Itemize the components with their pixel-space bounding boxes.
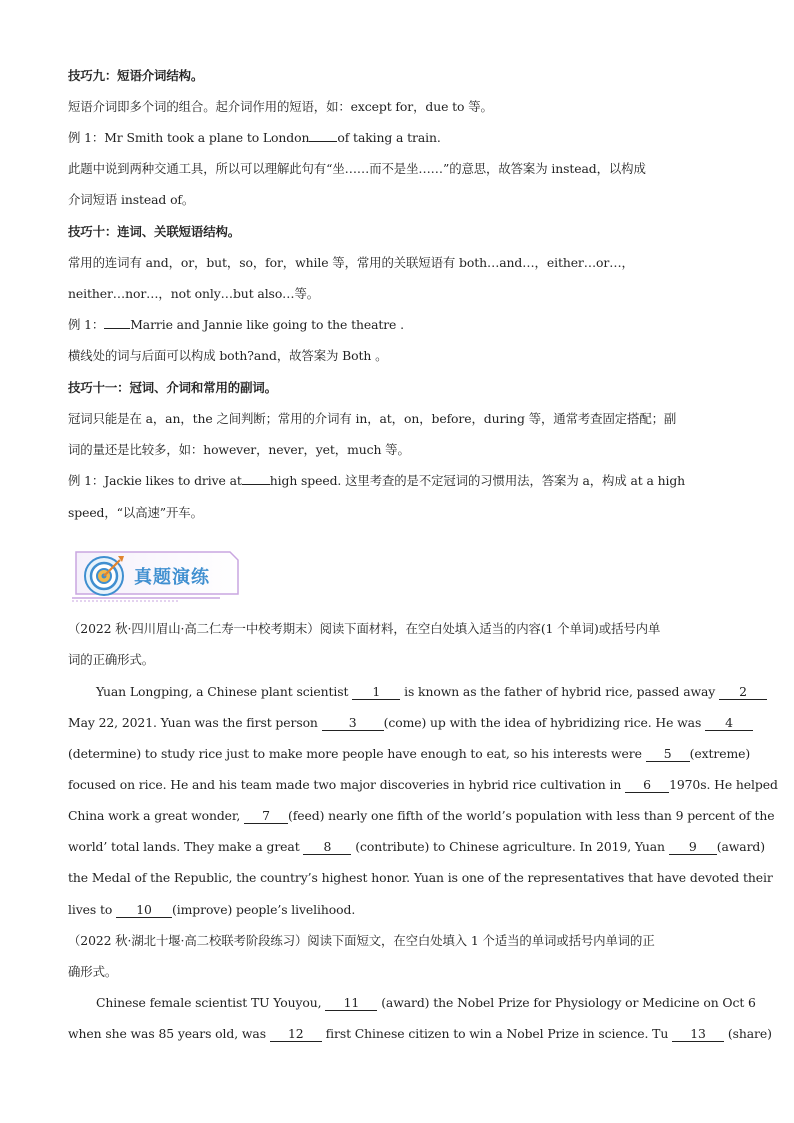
passage-text: (share) [724,1026,772,1041]
passage1-line [68,713,733,733]
passage1-line: the Medal of the Republic, the country’s highest honor. Yuan is one of the representatives that have devoted their [68,870,773,885]
answer-blank [104,328,130,329]
blank-5: 5 [646,747,690,762]
tip9-example-text: 例 1：Mr Smith took a plane to London [68,130,310,145]
tip11-example-text: 例 1：Jackie likes to drive at [68,473,242,488]
banner-title: 真题演练 [134,567,210,588]
tip9-example [68,128,728,148]
passage-text: (determine) to study rice just to make more people have enough to eat, so his interests were [68,746,646,761]
passage-text: (feed) nearly one fifth of the world’s population with less than 9 percent of the [288,808,775,823]
blank-2: 2 [719,685,767,700]
passage1-source: （2022 秋·四川眉山·高二仁寿一中校考期末）阅读下面材料，在空白处填入适当的内容(1 个单词)或括号内单 [68,621,661,636]
passage1-source: 词的正确形式。 [68,652,155,667]
tip10-explanation: 横线处的词与后面可以构成 both?and，故答案为 Both 。 [68,348,388,363]
tip11-example: speed，“以高速”开车。 [68,505,203,520]
passage-text: China work a great wonder, [68,808,245,823]
passage1-line [68,775,778,795]
blank-6: 6 [625,778,669,793]
passage-text: (improve) people’s livelihood. [172,902,356,917]
tip9-desc: 短语介词即多个词的组合。起介词作用的短语，如：except for，due to 等。 [68,99,493,114]
passage-text: May 22, 2021. Yuan was the first person [68,715,322,730]
tip9-explanation: 介词短语 instead of。 [68,192,195,207]
tip10-desc: 常用的连词有 and，or，but，so，for，while 等，常用的关联短语有 both…and…，either…or…， [68,255,634,270]
passage-text: first Chinese citizen to win a Nobel Prize in science. Tu [321,1026,673,1041]
blank-9: 9 [669,840,717,855]
blank-13: 13 [672,1027,724,1042]
passage-text: lives to [68,902,117,917]
target-icon [82,552,128,598]
passage-text: 1970s. He helped [669,777,778,792]
passage1-line [68,744,751,764]
passage2-line [96,993,756,1013]
passage-text: (come) up with the idea of hybridizing rice. He was [383,715,706,730]
tip9-title: 技巧九：短语介词结构。 [68,68,204,83]
passage-text: when she was 85 years old, was [68,1026,270,1041]
tip10-example-text: Marrie and Jannie like going to the theatre . [130,317,404,332]
tip11-desc: 冠词只能是在 a，an，the 之间判断；常用的介词有 in，at，on，before，during 等，通常考查固定搭配；副 [68,411,677,426]
passage1-line [68,837,765,857]
tip10-desc: neither…nor…，not only…but also…等。 [68,286,320,301]
blank-7: 7 [244,809,288,824]
blank-10: 10 [116,903,172,918]
tip10-example-text: 例 1： [68,317,105,332]
passage-text: (contribute) to Chinese agriculture. In 2019, Yuan [351,839,669,854]
tip11-desc: 词的量还是比较多，如：however，never，yet，much 等。 [68,442,410,457]
tip11-title: 技巧十一：冠词、介词和常用的副词。 [68,380,277,395]
blank-12: 12 [270,1027,322,1042]
passage-text: (extreme) [689,746,751,761]
passage1-line [96,682,747,702]
passage-text: is known as the father of hybrid rice, passed away [400,684,720,699]
tip9-explanation: 此题中说到两种交通工具，所以可以理解此句有“坐……而不是坐……”的意思，故答案为 instead，以构成 [68,161,646,176]
passage-text: world’ total lands. They make a great [68,839,304,854]
answer-blank [242,484,270,485]
passage-text: Chinese female scientist TU Youyou, [96,995,326,1010]
passage1-line [68,806,775,826]
tip11-example-text: high speed. 这里考查的是不定冠词的习惯用法，答案为 a，构成 at a high [269,473,686,488]
blank-3: 3 [322,716,384,731]
passage1-line [68,900,728,920]
passage-text: Yuan Longping, a Chinese plant scientist [96,684,353,699]
tip9-example-text: of taking a train. [337,130,441,145]
tip10-title: 技巧十：连词、关联短语结构。 [68,224,241,239]
blank-1: 1 [352,685,400,700]
passage2-source: （2022 秋·湖北十堰·高二校联考阶段练习）阅读下面短文，在空白处填入 1 个适当的单词或括号内单词的正 [68,933,655,948]
answer-blank [309,141,337,142]
passage2-line [68,1024,772,1044]
tip10-example [68,315,728,335]
blank-8: 8 [303,840,351,855]
passage2-source: 确形式。 [68,964,118,979]
passage-text: (award) the Nobel Prize for Physiology or Medicine on Oct 6 [377,995,756,1010]
tip11-example [68,471,728,491]
passage-text: focused on rice. He and his team made two major discoveries in hybrid rice cultivation in [68,777,626,792]
passage-text: (award) [716,839,765,854]
blank-4: 4 [705,716,753,731]
blank-11: 11 [325,996,377,1011]
